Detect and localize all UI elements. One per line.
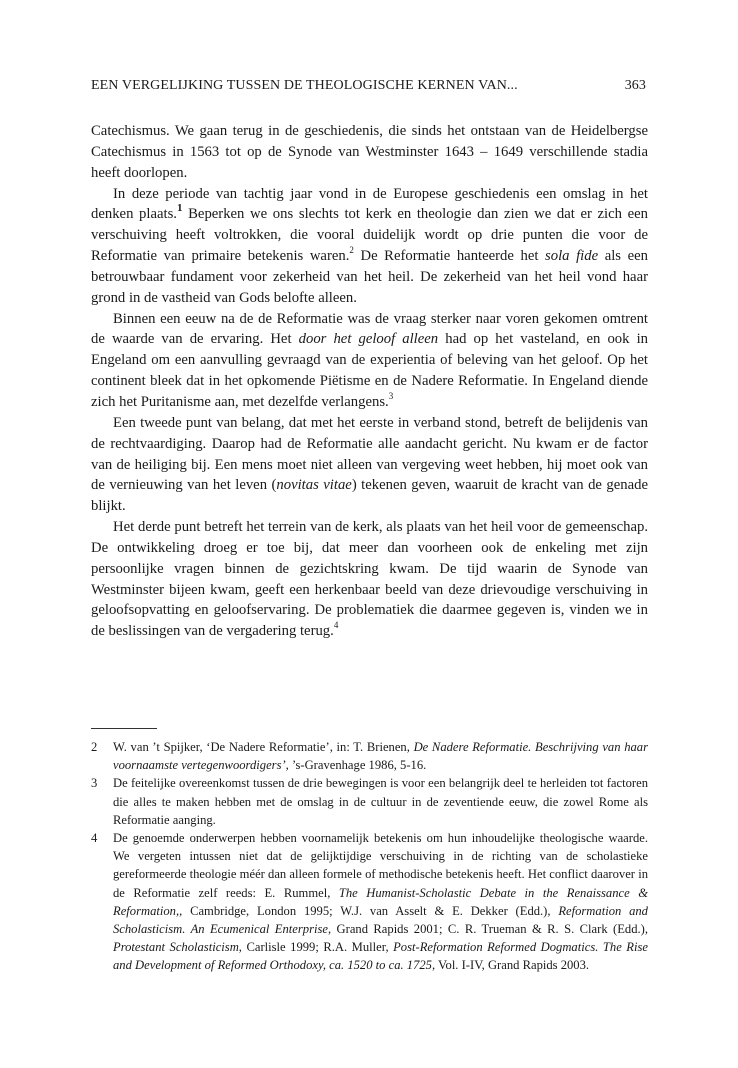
footnote-4-text-c: , Grand Rapids 2001; C. R. Trueman & R. S. Clark (Edd.),	[327, 922, 648, 937]
footnotes	[91, 738, 648, 975]
footnote-4	[91, 829, 648, 975]
paragraph-3	[91, 309, 648, 413]
footnote-4-text-a: De genoemde onderwerpen hebben voornamelijk betekenis om hun inhoudelijke theologische waarde. We vergeten intussen niet dat de gelijktijdige verschuiving in de richting van de scholastieke gereformeerde theologie méér dan alleen formele of methodische betekenis heeft. Het conflict daarover in de Reformatie zelf reeds: E. Rummel,	[113, 831, 648, 900]
footnote-2-text-b: ’s-Gravenhage 1986, 5-16.	[288, 758, 427, 773]
footnote-ref-4[interactable]: 4	[333, 620, 339, 631]
paragraph-2-text-c: De Reformatie hanteerde het	[353, 248, 546, 265]
paragraph-2-text-a: In deze periode van tachtig jaar vond in de Europese geschiedenis een omslag in het denken plaats.	[91, 185, 648, 223]
footnote-2-text-a: W. van ’t Spijker, ‘De Nadere Reformatie’, in: T. Brienen,	[113, 740, 414, 754]
footnote-ref-3[interactable]: 3	[388, 391, 394, 402]
paragraph-2-text-d: als een betrouwbaar fundament voor zekerheid van het heil. De zekerheid van het heil vond haar grond in de vastheid van Gods belofte alleen.	[91, 248, 648, 306]
footnote-2-italic: De Nadere Reformatie. Beschrijving van haar voornaamste vertegenwoordigers’,	[113, 740, 648, 773]
page-number: 363	[624, 78, 646, 93]
paragraph-5-text-a: Het derde punt betreft het terrein van de kerk, als plaats van het heil voor de gemeenschap. De ontwikkeling droeg er toe bij, dat meer dan voorheen ook de enkeling met zijn persoonlijke vragen binnen de gezichtskring kwam. De tijd waarin de Synode van Westminster bijeen kwam, geeft een herkenbaar beeld van deze drievoudige verschuiving in geloofsopvatting en geloofservaring. De problematiek die daarmee gegeven is, vinden we in de beslissingen van de vergadering terug.	[91, 519, 648, 640]
paragraph-1	[91, 121, 648, 184]
footnote-4-text-d: , Carlisle 1999; R.A. Muller,	[238, 940, 394, 955]
paragraph-5	[91, 517, 648, 642]
main-text	[91, 121, 648, 642]
running-title: EEN VERGELIJKING TUSSEN DE THEOLOGISCHE KERNEN VAN...	[91, 78, 518, 93]
footnote-4-italic-2: Reformation and Scholasticism. An Ecumenical Enterprise	[113, 903, 648, 937]
footnote-4-text-b: , Cambridge, London 1995; W.J. van Asselt & E. Dekker (Edd.),	[179, 903, 559, 918]
footnote-3-text: De feitelijke overeenkomst tussen de drie bewegingen is voor een belangrijk deel te herleiden tot factoren die alles te maken hebben met de omslag in de cultuur in de zeventiende eeuw, die zowel Rome als Reformatie aanging.	[113, 776, 648, 827]
paragraph-4-text-a: Een tweede punt van belang, dat met het eerste in verband stond, betreft de belijdenis van de rechtvaardiging. Daarop had de Reformatie alle aandacht gericht. Nu kwam er de factor van de heiliging bij. Een mens moet niet alleen van vergeving weet hebben, hij moet ook van de vernieuwing van het leven (	[91, 414, 648, 494]
footnote-4-text-e: Vol. I-IV, Grand Rapids 2003.	[435, 958, 590, 973]
footnote-ref-2[interactable]: 2	[349, 245, 354, 256]
footnote-4-italic-1: The Humanist-Scholastic Debate in the Renaissance & Reformation,	[113, 885, 648, 918]
paragraph-3-italic: door het geloof alleen	[298, 331, 439, 348]
footnote-3	[91, 774, 648, 829]
footnote-ref-1[interactable]: 1	[176, 202, 183, 215]
footnote-2	[91, 738, 648, 774]
footnote-4-italic-3: Protestant Scholasticism	[113, 940, 239, 955]
paragraph-2-text-b: Beperken we ons slechts tot kerk en theologie dan zien we dat er zich een verschuiving heeft voltrokken, die vooral duidelijk wordt op drie punten die voor de Reformatie van primaire betekenis waren.	[91, 206, 648, 265]
footnote-2-number: 2	[91, 740, 98, 754]
paragraph-1-text: Catechismus. We gaan terug in de geschiedenis, die sinds het ontstaan van de Heidelbergse Catechismus in 1563 tot op de Synode van Westminster 1643 – 1649 verschillende stadia heeft doorlopen.	[91, 123, 648, 181]
paragraph-4-italic: novitas vitae	[276, 477, 352, 494]
footnote-4-number: 4	[91, 831, 98, 846]
paragraph-3-text-b: had op het vasteland, en ook in Engeland om een aanvulling gevraagd van de experientia of beleving van het geloof. Op het continent bleek dat in het opkomende Piëtisme en de Nadere Reformatie. In Engeland diende zich het Puritanisme aan, met dezelfde verlangens.	[91, 331, 648, 410]
footnote-separator	[91, 728, 157, 729]
paragraph-4	[91, 413, 648, 517]
running-header	[91, 78, 648, 100]
paragraph-3-text-a: Binnen een eeuw na de de Reformatie was de vraag sterker naar voren gekomen omtrent de waarde van de ervaring. Het	[91, 310, 648, 348]
paragraph-2	[91, 184, 648, 309]
footnote-3-number: 3	[91, 776, 98, 791]
paragraph-2-italic: sola fide	[545, 248, 599, 265]
paragraph-4-text-b: ) tekenen geven, waaruit de kracht van de genade blijkt.	[91, 477, 648, 515]
footnote-4-italic-4: Post-Reformation Reformed Dogmatics. The Rise and Development of Reformed Orthodoxy, ca. 1520 to ca. 1725,	[113, 940, 648, 973]
